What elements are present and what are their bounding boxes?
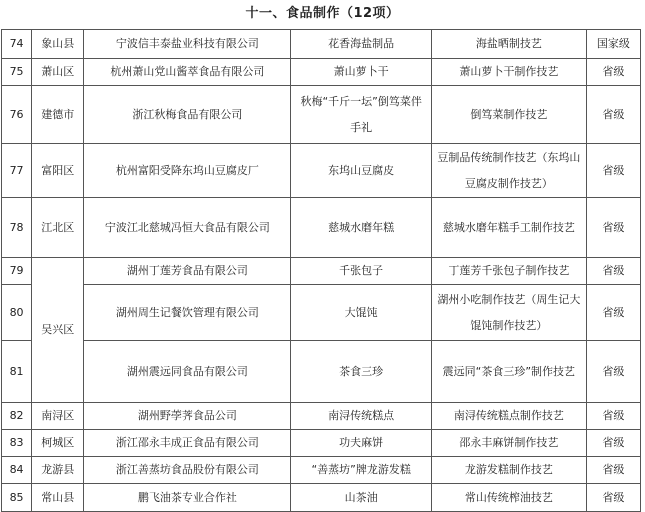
level-cell: 省级 (586, 285, 640, 341)
area-cell: 萧山区 (32, 59, 84, 86)
level-cell: 省级 (586, 86, 640, 144)
technique-cell: 倒笃菜制作技艺 (432, 86, 587, 144)
project-cell: 千张包子 (291, 258, 432, 285)
table-row (2, 403, 641, 430)
table-row (2, 86, 641, 144)
technique-cell: 常山传统榨油技艺 (432, 484, 587, 512)
row-number: 76 (2, 86, 32, 144)
area-cell: 建德市 (32, 86, 84, 144)
technique-cell: 龙游发糕制作技艺 (432, 457, 587, 484)
table-row (2, 258, 641, 285)
project-cell: 山茶油 (291, 484, 432, 512)
project-cell: 大馄饨 (291, 285, 432, 341)
area-cell: 柯城区 (32, 430, 84, 457)
unit-cell: 杭州富阳受降东坞山豆腐皮厂 (84, 144, 291, 198)
unit-cell: 湖州野荸荠食品公司 (84, 403, 291, 430)
table-row (2, 430, 641, 457)
row-number: 83 (2, 430, 32, 457)
row-number: 85 (2, 484, 32, 512)
table-row (2, 144, 641, 198)
project-cell: 花香海盐制品 (291, 30, 432, 59)
project-cell: 南浔传统糕点 (291, 403, 432, 430)
level-cell: 省级 (586, 403, 640, 430)
technique-cell: 震远同“茶食三珍”制作技艺 (432, 341, 587, 403)
level-cell: 省级 (586, 484, 640, 512)
project-cell: 慈城水磨年糕 (291, 198, 432, 258)
area-cell: 南浔区 (32, 403, 84, 430)
table-row (2, 341, 641, 403)
table-row (2, 484, 641, 512)
level-cell: 省级 (586, 341, 640, 403)
unit-cell: 浙江邵永丰成正食品有限公司 (84, 430, 291, 457)
row-number: 78 (2, 198, 32, 258)
technique-cell: 湖州小吃制作技艺（周生记大馄饨制作技艺） (432, 285, 587, 341)
technique-cell: 邵永丰麻饼制作技艺 (432, 430, 587, 457)
area-cell: 龙游县 (32, 457, 84, 484)
food-production-table (1, 29, 641, 512)
level-cell: 省级 (586, 258, 640, 285)
technique-cell: 慈城水磨年糕手工制作技艺 (432, 198, 587, 258)
table-row (2, 30, 641, 59)
row-number: 82 (2, 403, 32, 430)
table-row (2, 198, 641, 258)
project-cell: 东坞山豆腐皮 (291, 144, 432, 198)
unit-cell: 湖州丁莲芳食品有限公司 (84, 258, 291, 285)
area-cell: 富阳区 (32, 144, 84, 198)
area-cell: 江北区 (32, 198, 84, 258)
project-cell: 功夫麻饼 (291, 430, 432, 457)
unit-cell: 湖州震远同食品有限公司 (84, 341, 291, 403)
row-number: 79 (2, 258, 32, 285)
unit-cell: 杭州萧山党山酱萃食品有限公司 (84, 59, 291, 86)
table-row (2, 59, 641, 86)
unit-cell: 宁波信丰泰盐业科技有限公司 (84, 30, 291, 59)
level-cell: 省级 (586, 144, 640, 198)
unit-cell: 浙江秋梅食品有限公司 (84, 86, 291, 144)
table-row (2, 285, 641, 341)
level-cell: 国家级 (586, 30, 640, 59)
level-cell: 省级 (586, 457, 640, 484)
row-number: 77 (2, 144, 32, 198)
level-cell: 省级 (586, 430, 640, 457)
unit-cell: 湖州周生记餐饮管理有限公司 (84, 285, 291, 341)
unit-cell: 宁波江北慈城冯恒大食品有限公司 (84, 198, 291, 258)
row-number: 75 (2, 59, 32, 86)
row-number: 80 (2, 285, 32, 341)
level-cell: 省级 (586, 59, 640, 86)
row-number: 74 (2, 30, 32, 59)
project-cell: “善蒸坊”牌龙游发糕 (291, 457, 432, 484)
area-cell: 常山县 (32, 484, 84, 512)
area-cell-merged: 吴兴区 (32, 258, 84, 403)
section-title: 十一、食品制作（12项） (245, 6, 400, 21)
row-number: 81 (2, 341, 32, 403)
area-cell: 象山县 (32, 30, 84, 59)
row-number: 84 (2, 457, 32, 484)
technique-cell: 丁莲芳千张包子制作技艺 (432, 258, 587, 285)
project-cell: 茶食三珍 (291, 341, 432, 403)
project-cell: 萧山萝卜干 (291, 59, 432, 86)
technique-cell: 豆制品传统制作技艺（东坞山豆腐皮制作技艺） (432, 144, 587, 198)
technique-cell: 海盐晒制技艺 (432, 30, 587, 59)
table-row (2, 457, 641, 484)
project-cell: 秋梅“千斤一坛”倒笃菜伴手礼 (291, 86, 432, 144)
unit-cell: 浙江善蒸坊食品股份有限公司 (84, 457, 291, 484)
technique-cell: 萧山萝卜干制作技艺 (432, 59, 587, 86)
technique-cell: 南浔传统糕点制作技艺 (432, 403, 587, 430)
unit-cell: 鹏飞油茶专业合作社 (84, 484, 291, 512)
level-cell: 省级 (586, 198, 640, 258)
